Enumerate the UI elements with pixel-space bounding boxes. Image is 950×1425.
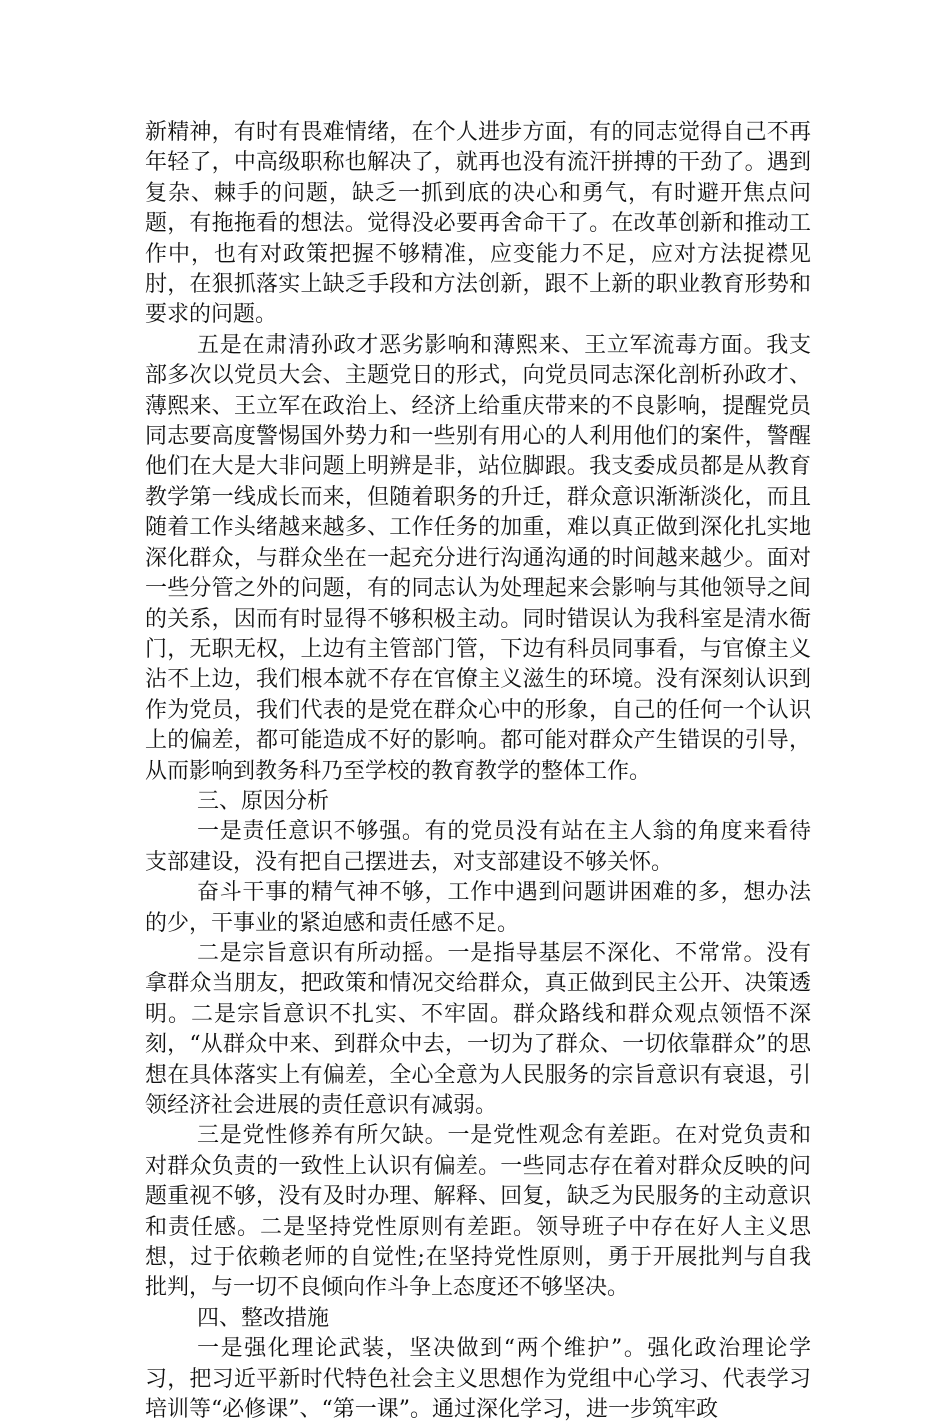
section-heading-rectification: 四、整改措施 <box>197 1305 330 1331</box>
paragraph-point-five: 五是在肃清孙政才恶劣影响和薄熙来、王立军流毒方面。我支部多次以党员大会、主题党日的形式，向党员同志深化剖析孙政才、薄熙来、王立军在政治上、经济上给重庆带来的不良影响，提醒党员同志要高度警惕国外势力和一些别有用心的人利用他们的案件，警醒他们在大是大非问题上明辨是非，站位脚跟。我支委成员都是从教育教学第一线成长而来，但随着职务的升迁，群众意识渐渐淡化，而且随着工作头绪越来越多、工作任务的加重，难以真正做到深化扎实地深化群众，与群众坐在一起充分进行沟通沟通的时间越来越少。面对一些分管之外的问题，有的同志认为处理起来会影响与其他领导之间的关系，因而有时显得不够积极主动。同时错误认为我科室是清水衙门，无职无权，上边有主管部门管，下边有科员同事看，与官僚主义沾不上边，我们根本就不存在官僚主义滋生的环境。没有深刻认识到作为党员，我们代表的是党在群众心中的形象，自己的任何一个认识上的偏差，都可能造成不好的影响。都可能对群众产生错误的引导，从而影响到教务科乃至学校的教育教学的整体工作。 <box>145 332 811 784</box>
section-heading-cause-analysis: 三、原因分析 <box>197 788 330 814</box>
paragraph-spirit: 奋斗干事的精气神不够，工作中遇到问题讲困难的多，想办法的少，干事业的紧迫感和责任感不足。 <box>145 880 811 936</box>
paragraph-party-spirit: 三是党性修养有所欠缺。一是党性观念有差距。在对党负责和对群众负责的一致性上认识有偏差。一些同志存在着对群众反映的问题重视不够，没有及时办理、解释、回复，缺乏为民服务的主动意识和责任感。二是坚持党性原则有差距。领导班子中存在好人主义思想，过于依赖老师的自觉性;在坚持党性原则，勇于开展批判与自我批判，与一切不良倾向作斗争上态度还不够坚决。 <box>145 1123 811 1301</box>
paragraph-purpose: 二是宗旨意识有所动摇。一是指导基层不深化、不常常。没有拿群众当朋友，把政策和情况交给群众，真正做到民主公开、决策透明。二是宗旨意识不扎实、不牢固。群众路线和群众观点领悟不深刻，“从群众中来、到群众中去，一切为了群众、一切依靠群众”的思想在具体落实上有偏差，全心全意为人民服务的宗旨意识有衰退，引领经济社会进展的责任意识有减弱。 <box>145 940 811 1118</box>
document-body <box>145 118 811 1425</box>
paragraph-continuation: 新精神，有时有畏难情绪，在个人进步方面，有的同志觉得自己不再年轻了，中高级职称也解决了，就再也没有流汗拼搏的干劲了。遇到复杂、棘手的问题，缺乏一抓到底的决心和勇气，有时避开焦点问题，有拖拖看的想法。觉得没必要再舍命干了。在改革创新和推动工作中，也有对政策把握不够精准，应变能力不足，应对方法捉襟见肘，在狠抓落实上缺乏手段和方法创新，跟不上新的职业教育形势和要求的问题。 <box>145 120 811 328</box>
paragraph-theory: 一是强化理论武装，坚决做到“两个维护”。强化政治理论学习，把习近平新时代特色社会主义思想作为党组中心学习、代表学习培训等“必修课”、“第一课”。通过深化学习，进一步筑牢政 <box>145 1336 811 1423</box>
paragraph-responsibility: 一是责任意识不够强。有的党员没有站在主人翁的角度来看待支部建设，没有把自己摆进去，对支部建设不够关怀。 <box>145 819 811 875</box>
